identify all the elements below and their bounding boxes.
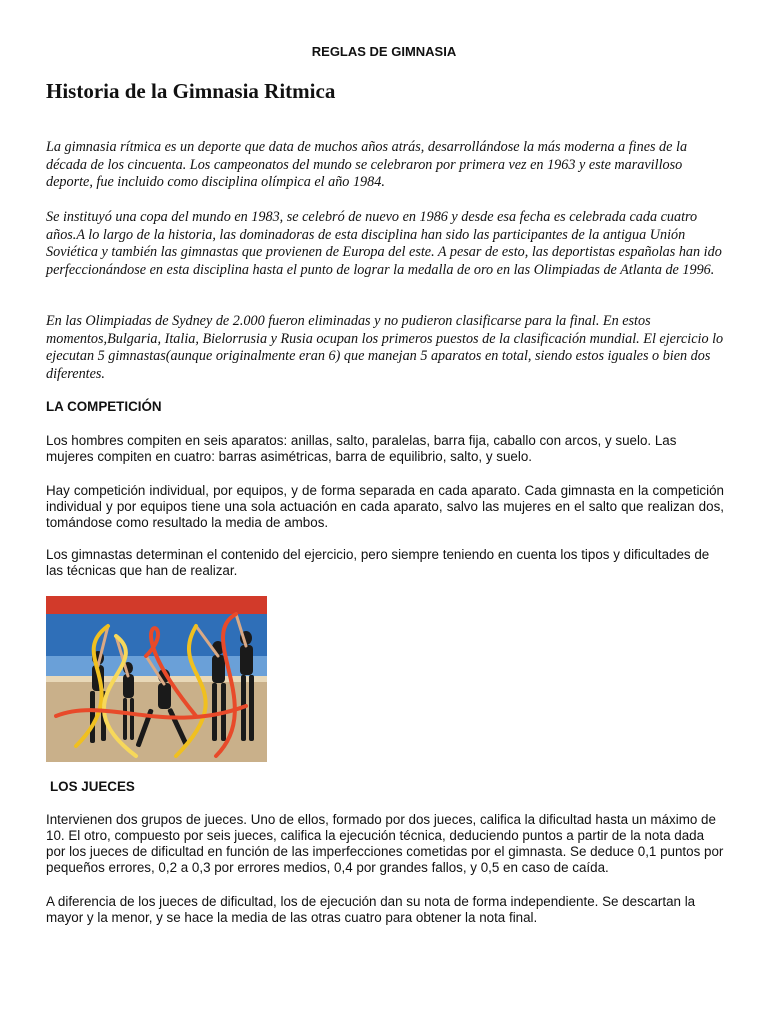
- history-paragraph: Se instituyó una copa del mundo en 1983, se celebró de nuevo en 1986 y desde esa fecha es celebrada cada cuatro años.A lo largo de la historia, las dominadoras de esta disciplina han sido las participantes de la antigua Unión Soviética y también las gimnastas que provienen de Europa del este. A pesar de esto, las deportistas españolas han ido perfeccionándose en esta disciplina hasta el punto de lograr la medalla de oro en las Olimpiadas de Atlanta de 1996.: [46, 209, 722, 278]
- history-paragraph: La gimnasia rítmica es un deporte que data de muchos años atrás, desarrollándose la más moderna a fines de la década de los cincuenta. Los campeonatos del mundo se celebraron por primera vez en 1963 y este maravilloso deporte, fue incluido como disciplina olímpica el año 1984.: [46, 139, 688, 190]
- competition-paragraph: Los gimnastas determinan el contenido del ejercicio, pero siempre teniendo en cuenta los tipos y dificultades de las técnicas que han de realizar.: [46, 547, 710, 578]
- document-header-title: REGLAS DE GIMNASIA: [311, 44, 457, 59]
- rhythmic-gymnastics-photo: [46, 596, 267, 762]
- section-heading-judges: LOS JUECES: [50, 779, 135, 794]
- page-title: Historia de la Gimnasia Ritmica: [46, 79, 336, 103]
- judges-paragraph: Intervienen dos grupos de jueces. Uno de ellos, formado por dos jueces, califica la dificultad hasta un máximo de 10. El otro, compuesto por seis jueces, califica la ejecución técnica, deduciendo puntos a partir de la nota dada por los jueces de dificultad en función de las imperfecciones cometidas por el gimnasta. Se deduce 0,1 puntos por pequeños errores, 0,2 a 0,3 por errores medios, 0,4 por grandes fallos, y 0,5 en caso de caída.: [46, 812, 724, 875]
- competition-paragraph: Hay competición individual, por equipos, y de forma separada en cada aparato. Cada gimnasta en la competición individual y por equipos tiene una sola actuación en cada aparato, salvo las mujeres en el salto que realizan dos, tomándose como resultado la media de ambos.: [46, 483, 724, 530]
- section-heading-competition: LA COMPETICIÓN: [46, 399, 162, 414]
- competition-paragraph: Los hombres compiten en seis aparatos: anillas, salto, paralelas, barra fija, caballo con arcos, y suelo. Las mujeres compiten en cuatro: barras asimétricas, barra de equilibrio, salto, y suelo.: [46, 433, 677, 464]
- history-paragraph: En las Olimpiadas de Sydney de 2.000 fueron eliminadas y no pudieron clasificarse para la final. En estos momentos,Bulgaria, Italia, Bielorrusia y Rusia ocupan los primeros puestos de la clasificación mundial. El ejercicio lo ejecutan 5 gimnastas(aunque originalmente eran 6) que manejan 5 aparatos en total, siendo estos iguales o bien dos diferentes.: [46, 313, 724, 382]
- judges-paragraph: A diferencia de los jueces de dificultad, los de ejecución dan su nota de forma independiente. Se descartan la mayor y la menor, y se hace la media de las otras cuatro para obtener la nota final.: [46, 894, 696, 925]
